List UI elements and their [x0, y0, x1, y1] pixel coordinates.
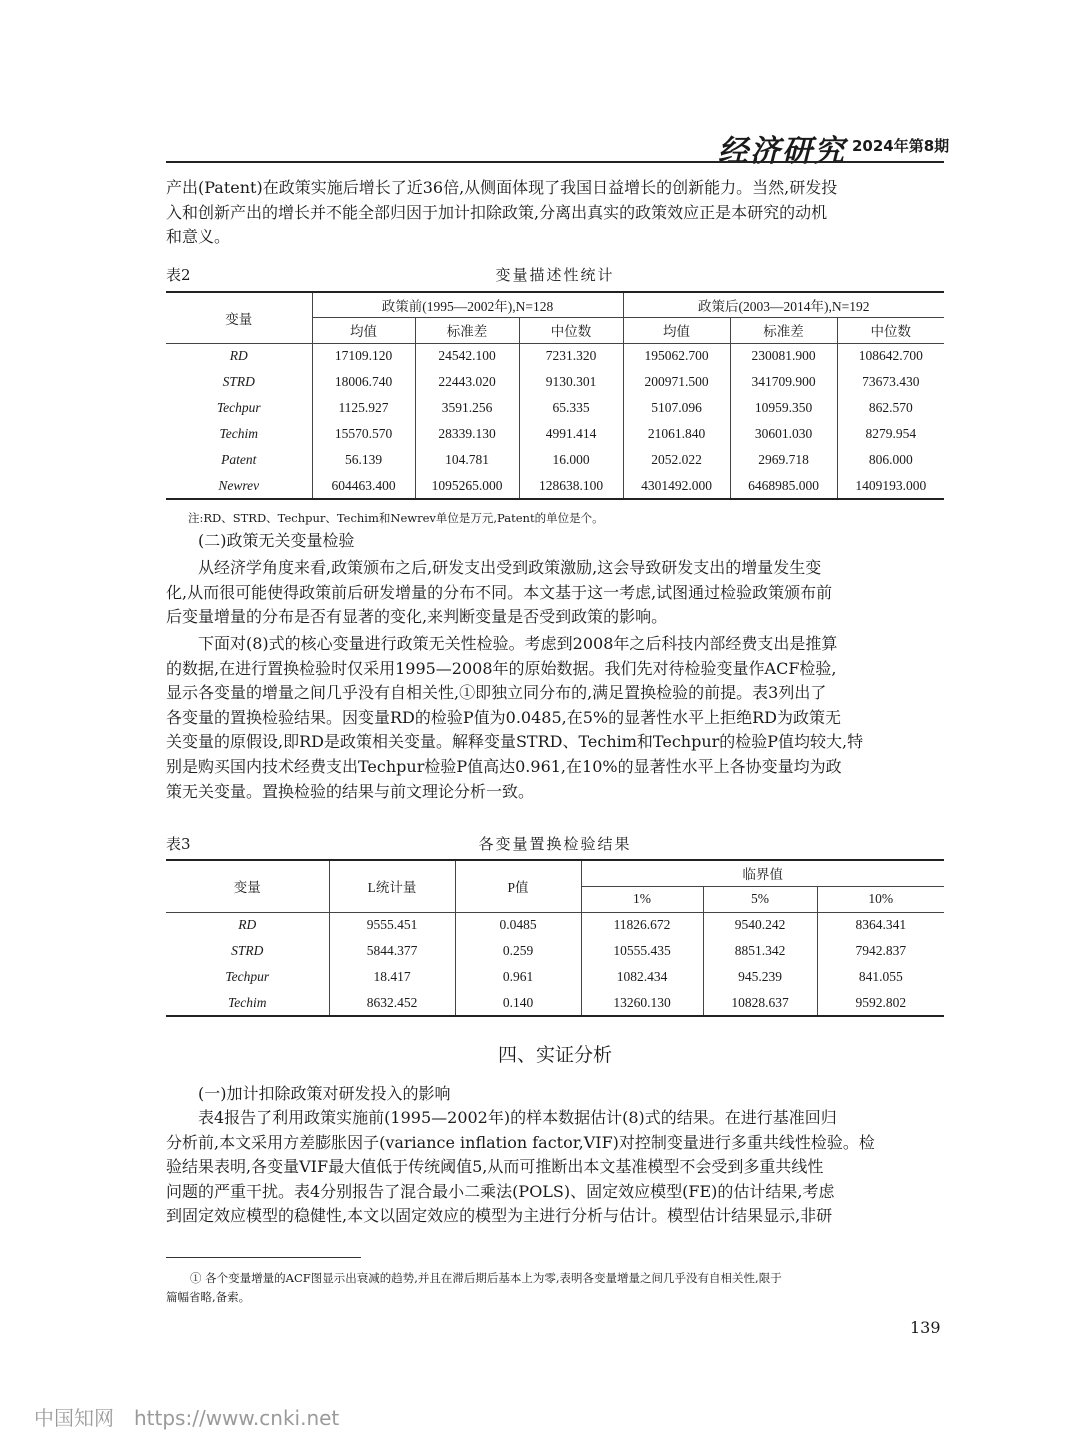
watermark-url[interactable]: https://www.cnki.net — [134, 1406, 340, 1430]
row-label: STRD — [166, 938, 329, 964]
footnote-rule — [166, 1257, 361, 1258]
cell: 9130.301 — [519, 369, 623, 395]
cell: 2052.022 — [623, 447, 730, 473]
cell: 862.570 — [837, 395, 944, 421]
row-label: Techpur — [166, 395, 312, 421]
cell: 18.417 — [329, 964, 455, 990]
cell: 341709.900 — [730, 369, 837, 395]
cell: 841.055 — [817, 964, 944, 990]
cell: 945.239 — [703, 964, 817, 990]
text-line: 各变量的置换检验结果。因变量RD的检验P值为0.0485,在5%的显著性水平上拒绝RD为政策无 — [166, 707, 841, 727]
cell: 108642.700 — [837, 343, 944, 369]
cell: 8851.342 — [703, 938, 817, 964]
cell: 0.0485 — [455, 912, 581, 938]
cell: 104.781 — [415, 447, 519, 473]
cell: 1095265.000 — [415, 473, 519, 499]
paragraph-cont — [166, 657, 944, 805]
watermark-brand: 中国知网 — [34, 1406, 114, 1430]
cell: 11826.672 — [581, 912, 703, 938]
cell: 2969.718 — [730, 447, 837, 473]
row-label: Techim — [166, 990, 329, 1016]
cell: 7942.837 — [817, 938, 944, 964]
table-row — [166, 964, 944, 990]
cell: 15570.570 — [312, 421, 415, 447]
paragraph — [166, 556, 944, 581]
paragraph-cont — [166, 1131, 944, 1229]
table2 — [166, 291, 944, 500]
table-row — [166, 912, 944, 938]
header-lstat: L统计量 — [329, 860, 455, 912]
subheader: 标准差 — [415, 317, 519, 343]
watermark — [34, 1402, 339, 1431]
table3 — [166, 859, 944, 1017]
text-line: 从经济学角度来看,政策颁布之后,研发支出受到政策激励,这会导致研发支出的增量发生变 — [198, 558, 822, 577]
cell: 8364.341 — [817, 912, 944, 938]
paragraph — [166, 632, 944, 657]
subheader: 均值 — [312, 317, 415, 343]
header-variable: 变量 — [166, 860, 329, 912]
cell: 30601.030 — [730, 421, 837, 447]
intro-paragraph — [166, 176, 944, 250]
cell: 5844.377 — [329, 938, 455, 964]
row-label: Techim — [166, 421, 312, 447]
cell: 0.259 — [455, 938, 581, 964]
header-before: 政策前(1995—2002年),N=128 — [312, 292, 623, 317]
subheader: 1% — [581, 886, 703, 912]
text-line: 和意义。 — [166, 227, 231, 247]
row-label: STRD — [166, 369, 312, 395]
subheader: 10% — [817, 886, 944, 912]
page-number: 139 — [910, 1318, 941, 1337]
table-row — [166, 473, 944, 499]
cell: 4991.414 — [519, 421, 623, 447]
text-line: 关变量的原假设,即RD是政策相关变量。解释变量STRD、Techim和Techpur的检验P值均较大,特 — [166, 732, 864, 752]
cell: 0.140 — [455, 990, 581, 1016]
text-line: 显示各变量的增量之间几乎没有自相关性,①即独立同分布的,满足置换检验的前提。表3列出了 — [166, 683, 827, 703]
text-line: 验结果表明,各变量VIF最大值低于传统阈值5,从而可推断出本文基准模型不会受到多重共线性 — [166, 1157, 824, 1177]
section-title: 四、实证分析 — [497, 1044, 612, 1066]
footnote — [166, 1269, 944, 1307]
text-line: 化,从而很可能使得政策前后研发增量的分布不同。本文基于这一考虑,试图通过检验政策颁布前 — [166, 582, 833, 602]
subheader: 中位数 — [519, 317, 623, 343]
cell: 10959.350 — [730, 395, 837, 421]
subheader: 中位数 — [837, 317, 944, 343]
cell: 9555.451 — [329, 912, 455, 938]
row-label: RD — [166, 912, 329, 938]
cell: 1082.434 — [581, 964, 703, 990]
cell: 4301492.000 — [623, 473, 730, 499]
header-variable: 变量 — [166, 292, 312, 343]
text-line: 策无关变量。置换检验的结果与前文理论分析一致。 — [166, 781, 535, 801]
table-label: 表2 — [166, 266, 191, 284]
table2-note: 注:RD、STRD、Techpur、Techim和Newrev单位是万元,Patent的单位是个。 — [188, 511, 604, 525]
header-pvalue: P值 — [455, 860, 581, 912]
cell: 65.335 — [519, 395, 623, 421]
text-line: 产出(Patent)在政策实施后增长了近36倍,从侧面体现了我国日益增长的创新能力。当然,研发投 — [166, 178, 838, 197]
cell: 56.139 — [312, 447, 415, 473]
cell: 7231.320 — [519, 343, 623, 369]
cell: 9540.242 — [703, 912, 817, 938]
cell: 16.000 — [519, 447, 623, 473]
header-critical: 临界值 — [581, 860, 944, 886]
row-label: Newrev — [166, 473, 312, 499]
cell: 806.000 — [837, 447, 944, 473]
header-rule — [166, 161, 944, 163]
subheader: 标准差 — [730, 317, 837, 343]
cell: 28339.130 — [415, 421, 519, 447]
cell: 604463.400 — [312, 473, 415, 499]
cell: 9592.802 — [817, 990, 944, 1016]
text-line: 分析前,本文采用方差膨胀因子(variance inflation factor,VIF)对控制变量进行多重共线性检验。检 — [166, 1132, 875, 1152]
cell: 13260.130 — [581, 990, 703, 1016]
cell: 21061.840 — [623, 421, 730, 447]
cell: 8632.452 — [329, 990, 455, 1016]
cell: 8279.954 — [837, 421, 944, 447]
table-row — [166, 938, 944, 964]
cell: 3591.256 — [415, 395, 519, 421]
footnote-line: ① 各个变量增量的ACF图显示出衰减的趋势,并且在滞后期后基本上为零,表明各变量增量之间几乎没有自相关性,限于 — [190, 1271, 782, 1285]
text-line: 表4报告了利用政策实施前(1995—2002年)的样本数据估计(8)式的结果。在进行基准回归 — [198, 1108, 837, 1127]
section-heading: (二)政策无关变量检验 — [198, 531, 355, 550]
cell: 17109.120 — [312, 343, 415, 369]
table-row — [166, 343, 944, 369]
table-title: 各变量置换检验结果 — [478, 835, 632, 853]
row-label: Techpur — [166, 964, 329, 990]
subheader: 5% — [703, 886, 817, 912]
cell: 195062.700 — [623, 343, 730, 369]
text-line: 下面对(8)式的核心变量进行政策无关性检验。考虑到2008年之后科技内部经费支出是推算 — [198, 634, 838, 653]
cell: 73673.430 — [837, 369, 944, 395]
cell: 1125.927 — [312, 395, 415, 421]
text-line: 入和创新产出的增长并不能全部归因于加计扣除政策,分离出真实的政策效应正是本研究的动机 — [166, 202, 828, 222]
cell: 200971.500 — [623, 369, 730, 395]
cell: 22443.020 — [415, 369, 519, 395]
row-label: Patent — [166, 447, 312, 473]
text-line: 问题的严重干扰。表4分别报告了混合最小二乘法(POLS)、固定效应模型(FE)的估计结果,考虑 — [166, 1181, 835, 1201]
footnote-line: 篇幅省略,备索。 — [166, 1290, 251, 1304]
issue-label: 2024年第8期 — [852, 137, 950, 155]
cell: 0.961 — [455, 964, 581, 990]
table-title: 变量描述性统计 — [495, 266, 615, 284]
cell: 5107.096 — [623, 395, 730, 421]
text-line: 的数据,在进行置换检验时仅采用1995—2008年的原始数据。我们先对待检验变量作ACF检验, — [166, 658, 837, 678]
table-row — [166, 421, 944, 447]
cell: 10555.435 — [581, 938, 703, 964]
table-row — [166, 990, 944, 1016]
cell: 1409193.000 — [837, 473, 944, 499]
paragraph-cont — [166, 581, 944, 630]
text-line: 到固定效应模型的稳健性,本文以固定效应的模型为主进行分析与估计。模型估计结果显示,非研 — [166, 1206, 833, 1226]
journal-logo: 经济研究 — [718, 134, 846, 169]
cell: 18006.740 — [312, 369, 415, 395]
paragraph — [166, 1106, 944, 1131]
row-label: RD — [166, 343, 312, 369]
table-row — [166, 369, 944, 395]
text-line: 后变量增量的分布是否有显著的变化,来判断变量是否受到政策的影响。 — [166, 607, 668, 627]
text-line: 别是购买国内技术经费支出Techpur检验P值高达0.961,在10%的显著性水平上各协变量均为政 — [166, 756, 842, 776]
cell: 128638.100 — [519, 473, 623, 499]
subsection-heading: (一)加计扣除政策对研发投入的影响 — [198, 1084, 451, 1103]
table-row — [166, 447, 944, 473]
subheader: 均值 — [623, 317, 730, 343]
cell: 230081.900 — [730, 343, 837, 369]
table-row — [166, 395, 944, 421]
header-after: 政策后(2003—2014年),N=192 — [623, 292, 944, 317]
cell: 10828.637 — [703, 990, 817, 1016]
cell: 24542.100 — [415, 343, 519, 369]
table-label: 表3 — [166, 835, 191, 853]
cell: 6468985.000 — [730, 473, 837, 499]
